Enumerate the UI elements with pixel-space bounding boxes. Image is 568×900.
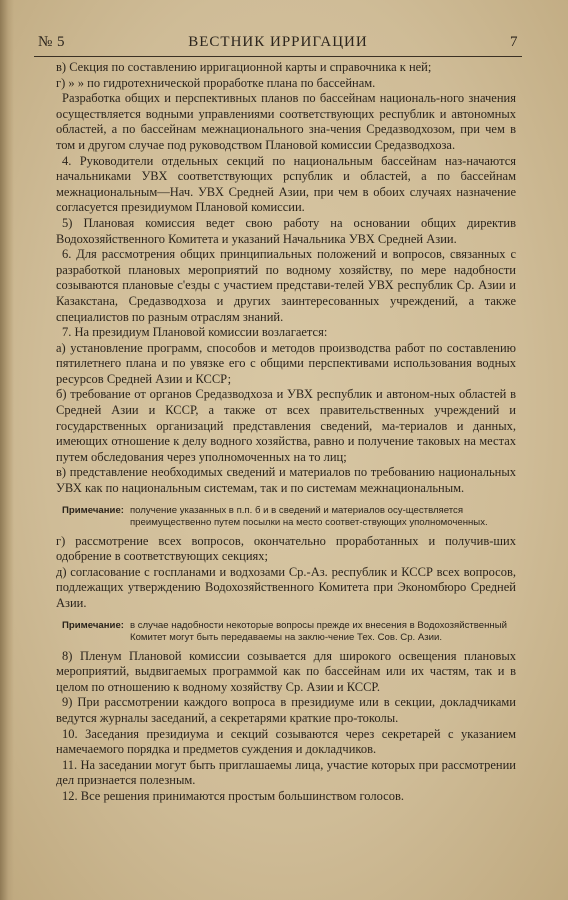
note-label: Примечание: xyxy=(62,504,124,516)
paragraph: 12. Все решения принимаются простым большинством голосов. xyxy=(62,788,405,803)
footnote-remark xyxy=(56,620,516,644)
note-label: Примечание: xyxy=(62,619,124,631)
page-number: 7 xyxy=(510,34,518,50)
footnote-remark xyxy=(56,505,516,529)
issue-number: № 5 xyxy=(38,34,66,50)
paragraph: 7. На президиум Плановой комиссии возлагается: xyxy=(62,325,328,340)
paragraph: 4. Руководители отдельных секций по национальным бассейнам наз-начаются начальниками УВХ соответствующих рспублик и областей, а по бассейнам межнациональным—Нач. УВХ Средней Азии, при чем в обоих случаях назначение согласуется президиумом Плановой комиссии. xyxy=(56,153,516,215)
header-rule xyxy=(34,56,522,57)
paragraph: 11. На заседании могут быть приглашаемы лица, участие которых при рассмотрении дел признается полезным. xyxy=(56,757,516,788)
paragraph: в) представление необходимых сведений и материалов по требованию национальных УВХ как по национальным системам, так и по системам межнациональным. xyxy=(56,465,516,496)
binding-gutter xyxy=(0,0,14,900)
paragraph: 5) Плановая комиссия ведет свою работу на основании общих директив Водохозяйственного Комитета и указаний Начальника УВХ Средней Азии. xyxy=(56,215,516,246)
paragraph: 9) При рассмотрении каждого вопроса в президиуме или в секции, докладчиками ведутся журналы заседаний, а секретарями краткие про-токолы. xyxy=(56,695,516,725)
paragraph: 8) Пленум Плановой комиссии созывается для широкого освещения плановых мероприятий, выдвигаемых программой как по бассейнам или их частям, так и в целом по отношению к водному хозяйству Ср. Азии и КССР. xyxy=(56,648,516,694)
paragraph: 10. Заседания президиума и секций созываются через секретарей с указанием намечаемого порядка и предметов суждения и докладчиков. xyxy=(56,726,516,757)
note-text: получение указанных в п.п. б и в сведений и материалов осу-ществляется преимущественно путем посылки на место соответ-ствующих уполномоченных. xyxy=(129,504,488,528)
paragraph: а) установление программ, способов и методов производства работ по составлению пятилетнего плана и по увязке его с общими перспективами использования водных ресурсов Средней Азии и КССР; xyxy=(56,340,516,386)
paragraph: д) согласование с госпланами и водхозами Ср.-Аз. республик и КССР всех вопросов, подлежащих утверждению Водохозяйственного Комитета при Экономбюро Средней Азии. xyxy=(56,564,516,610)
note-text: в случае надобности некоторые вопросы прежде их внесения в Водохозяйственный Комитет могут быть передаваемы на заклю-чение Тех. Сов. Ср. Азии. xyxy=(129,619,507,643)
paragraph: г) » » по гидротехнической проработке плана по бассейнам. xyxy=(56,75,376,90)
page-header xyxy=(38,34,518,56)
paragraph: 6. Для рассмотрения общих принципиальных положений и вопросов, связанных с разработкой плановых мероприятий по водному хозяйству, по мере надобности созываются плановые с'езды с участием представи-телей УВХ республик Ср. Азии и Казакстана, Средазводхоза и других заинтересованных учреждений, а также специалистов по разным отраслям знаний. xyxy=(56,247,516,324)
page-body xyxy=(56,60,516,805)
paragraph: Разработка общих и перспективных планов по бассейнам националь-ного значения осуществляется водными управлениями соответствующих республик и автономных областей, а по бассейнам межнационального зна-чения Средазводхозом, при чем в том и другом случае под руководством Плановой комиссии Средазводхоза. xyxy=(56,91,516,152)
paragraph: б) требование от органов Средазводхоза и УВХ республик и автоном-ных областей в Средней Азии и КССР, а также от всех правительственных учреждений и государственных организаций представления сведений, ма-териалов и данных, имеющих отношение к делу водного хозяйства, равно и получение таковых на местах путем обследования через уполномоченных на то лиц; xyxy=(56,387,516,464)
paragraph: г) рассмотрение всех вопросов, окончательно проработанных и получив-ших одобрение в соответствующих секциях; xyxy=(56,533,516,564)
journal-title: ВЕСТНИК ИРРИГАЦИИ xyxy=(188,34,368,50)
paragraph: в) Секция по составлению ирригационной карты и справочника к ней; xyxy=(56,60,432,74)
